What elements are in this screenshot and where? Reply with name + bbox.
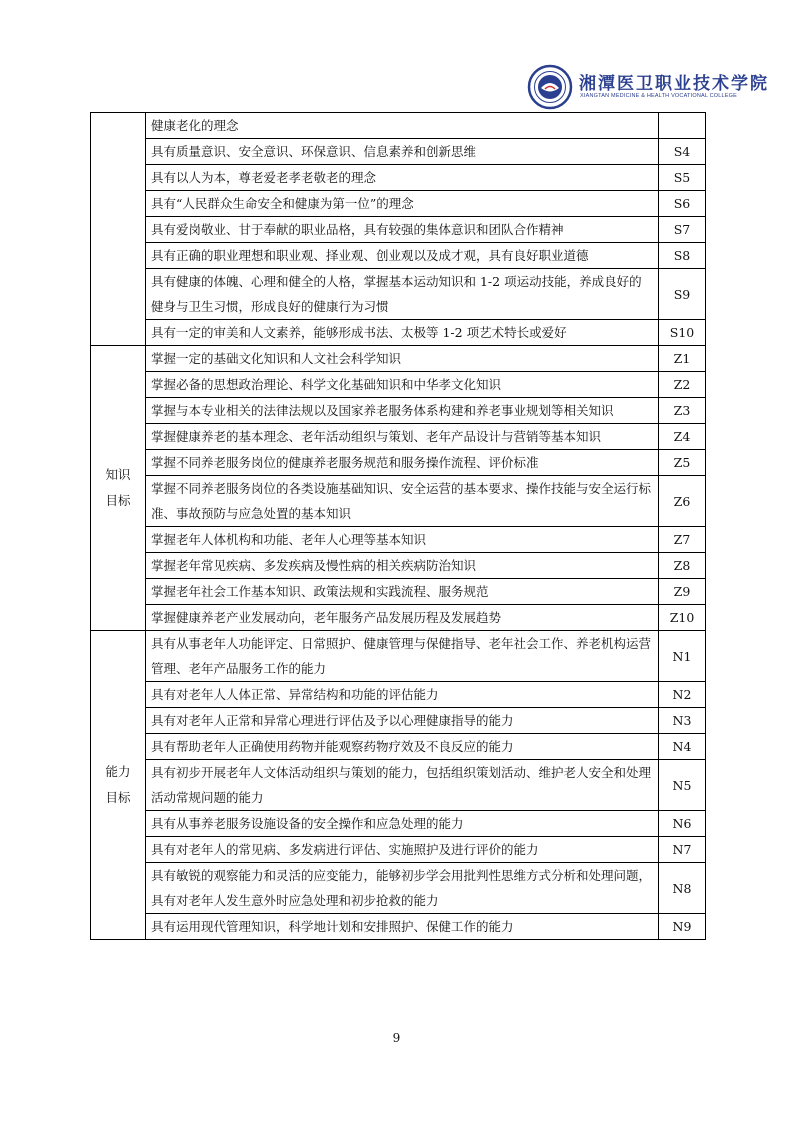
goal-description-text: 掌握不同养老服务岗位的健康养老服务规范和服务操作流程、评价标准 (151, 455, 539, 470)
table-row (91, 837, 706, 863)
goal-description (146, 631, 659, 682)
table-row (91, 165, 706, 191)
goal-description-text: 掌握老年常见疾病、多发疾病及慢性病的相关疾病防治知识 (151, 558, 477, 573)
table-row (91, 191, 706, 217)
goal-description-text: 掌握老年社会工作基本知识、政策法规和实践流程、服务规范 (151, 584, 489, 599)
goal-description-text: 健康老化的理念 (151, 118, 239, 133)
goal-description (146, 914, 659, 940)
goal-code: N1 (659, 631, 706, 682)
goal-code: Z6 (659, 476, 706, 527)
goal-description (146, 682, 659, 708)
goal-description (146, 450, 659, 476)
goal-code: S10 (659, 320, 706, 346)
goal-code: N4 (659, 734, 706, 760)
table-row (91, 734, 706, 760)
goal-code: N3 (659, 708, 706, 734)
goal-description-text: 具有从事老年人功能评定、日常照护、健康管理与保健指导、老年社会工作、养老机构运营管理、老年产品服务工作的能力 (151, 636, 652, 676)
table-row (91, 372, 706, 398)
goal-description (146, 243, 659, 269)
table-row (91, 217, 706, 243)
goal-description-text: 具有质量意识、安全意识、环保意识、信息素养和创新思维 (151, 144, 477, 159)
table-row (91, 398, 706, 424)
goal-code: Z2 (659, 372, 706, 398)
goal-description-text: 具有一定的审美和人文素养，能够形成书法、太极等 1-2 项艺术特长或爱好 (151, 325, 567, 340)
table-row (91, 811, 706, 837)
goal-description (146, 811, 659, 837)
goal-description (146, 734, 659, 760)
table-row (91, 760, 706, 811)
table-row (91, 863, 706, 914)
goal-description (146, 139, 659, 165)
table-row (91, 631, 706, 682)
goal-description (146, 320, 659, 346)
table-row (91, 553, 706, 579)
goal-description-text: 掌握健康养老的基本理念、老年活动组织与策划、老年产品设计与营销等基本知识 (151, 429, 602, 444)
table-row (91, 527, 706, 553)
goal-description (146, 863, 659, 914)
table-row (91, 579, 706, 605)
goal-description (146, 579, 659, 605)
category-label: 目标 (105, 790, 131, 805)
category-label: 目标 (105, 493, 131, 508)
goal-description-text: 具有从事养老服务设施设备的安全操作和应急处理的能力 (151, 816, 464, 831)
category-cell-quality (91, 113, 146, 346)
goal-description-text: 具有帮助老年人正确使用药物并能观察药物疗效及不良反应的能力 (151, 739, 514, 754)
college-emblem-icon (527, 64, 573, 110)
goal-code: S4 (659, 139, 706, 165)
goal-code: S7 (659, 217, 706, 243)
table-row (91, 708, 706, 734)
category-cell-ability (91, 631, 146, 940)
goal-description-text: 掌握与本专业相关的法律法规以及国家养老服务体系构建和养老事业规划等相关知识 (151, 403, 614, 418)
college-name-cn: 湘潭医卫职业技术学院 (579, 74, 769, 94)
goal-description-text: 具有对老年人正常和异常心理进行评估及予以心理健康指导的能力 (151, 713, 514, 728)
goal-description (146, 476, 659, 527)
goal-description (146, 605, 659, 631)
goal-code: N9 (659, 914, 706, 940)
goal-description-text: 具有“人民群众生命安全和健康为第一位”的理念 (151, 196, 414, 211)
goal-code: N5 (659, 760, 706, 811)
goal-code: N8 (659, 863, 706, 914)
goal-description-text: 具有运用现代管理知识，科学地计划和安排照护、保健工作的能力 (151, 919, 514, 934)
goal-description-text: 具有以人为本，尊老爱老孝老敬老的理念 (151, 170, 377, 185)
goal-code: Z7 (659, 527, 706, 553)
goal-description-text: 具有初步开展老年人文体活动组织与策划的能力，包括组织策划活动、维护老人安全和处理活动常规问题的能力 (151, 765, 652, 805)
table-row (91, 346, 706, 372)
goal-description (146, 113, 659, 139)
goal-code: S6 (659, 191, 706, 217)
goal-code: S9 (659, 269, 706, 320)
goal-description-text: 具有敏锐的观察能力和灵活的应变能力，能够初步学会用批判性思维方式分析和处理问题，具有对老年人发生意外时应急处理和初步抢救的能力 (151, 868, 652, 908)
college-name-en: XIANGTAN MEDICINE & HEALTH VOCATIONAL COLLEGE (580, 93, 738, 99)
goal-code (659, 113, 706, 139)
table-row (91, 269, 706, 320)
goal-description-text: 掌握一定的基础文化知识和人文社会科学知识 (151, 351, 402, 366)
goal-code: Z8 (659, 553, 706, 579)
goal-description (146, 398, 659, 424)
goal-description (146, 269, 659, 320)
goal-code: N2 (659, 682, 706, 708)
goal-description-text: 具有健康的体魄、心理和健全的人格，掌握基本运动知识和 1-2 项运动技能，养成良好的健身与卫生习惯，形成良好的健康行为习惯 (151, 274, 642, 314)
category-cell-knowledge (91, 346, 146, 631)
goal-description-text: 具有对老年人的常见病、多发病进行评估、实施照护及进行评价的能力 (151, 842, 539, 857)
goal-code: Z1 (659, 346, 706, 372)
goal-code: S8 (659, 243, 706, 269)
goal-description (146, 837, 659, 863)
table-row (91, 914, 706, 940)
category-label: 能力 (105, 764, 131, 779)
goal-description (146, 527, 659, 553)
table-row (91, 605, 706, 631)
page-number: 9 (392, 1031, 401, 1045)
goal-code: S5 (659, 165, 706, 191)
goal-code: Z4 (659, 424, 706, 450)
goal-description (146, 372, 659, 398)
goal-description-text: 具有正确的职业理想和职业观、择业观、创业观以及成才观，具有良好职业道德 (151, 248, 589, 263)
goal-description-text: 掌握老年人体机构和功能、老年人心理等基本知识 (151, 532, 427, 547)
goal-description (146, 165, 659, 191)
table-row (91, 682, 706, 708)
goal-code: Z3 (659, 398, 706, 424)
table-row (91, 113, 706, 139)
goal-description-text: 具有爱岗敬业、甘于奉献的职业品格，具有较强的集体意识和团队合作精神 (151, 222, 564, 237)
table-row (91, 320, 706, 346)
goal-description-text: 掌握不同养老服务岗位的各类设施基础知识、安全运营的基本要求、操作技能与安全运行标准、事故预防与应急处置的基本知识 (151, 481, 652, 521)
goal-code: Z9 (659, 579, 706, 605)
goal-description (146, 217, 659, 243)
goals-table (90, 112, 706, 940)
goal-code: Z10 (659, 605, 706, 631)
goal-description (146, 346, 659, 372)
table-row (91, 243, 706, 269)
table-row (91, 139, 706, 165)
goal-description (146, 553, 659, 579)
goal-code: Z5 (659, 450, 706, 476)
goal-description (146, 760, 659, 811)
goal-description-text: 具有对老年人人体正常、异常结构和功能的评估能力 (151, 687, 439, 702)
goal-description-text: 掌握必备的思想政治理论、科学文化基础知识和中华孝文化知识 (151, 377, 502, 392)
college-logo (527, 64, 769, 110)
category-label: 知识 (105, 467, 131, 482)
goal-description (146, 191, 659, 217)
goal-description-text: 掌握健康养老产业发展动向，老年服务产品发展历程及发展趋势 (151, 610, 502, 625)
goal-code: N7 (659, 837, 706, 863)
goal-code: N6 (659, 811, 706, 837)
goal-description (146, 424, 659, 450)
table-row (91, 476, 706, 527)
table-row (91, 450, 706, 476)
goal-description (146, 708, 659, 734)
table-row (91, 424, 706, 450)
